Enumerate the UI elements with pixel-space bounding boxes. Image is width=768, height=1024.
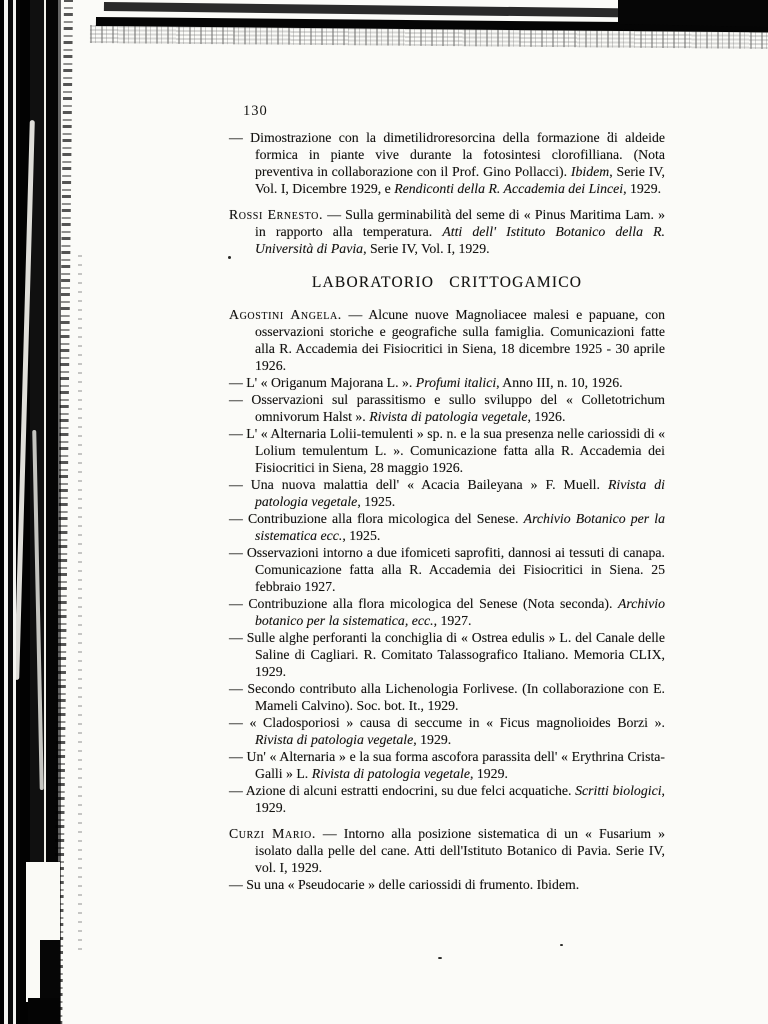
bib-text-segment: — « Cladosporiosi » causa di seccume in « Ficus magnolioides Borzi ».: [229, 715, 665, 730]
page-number: 130: [243, 103, 268, 119]
bib-entry-author: [229, 825, 665, 876]
author-name: Curzi Mario.: [229, 826, 316, 841]
journal-title: Profumi italici: [415, 375, 497, 390]
bib-text-segment: , 1925.: [342, 528, 381, 543]
scan-artifact-top-right-corner: [618, 0, 768, 27]
bib-entry-author: [229, 206, 665, 257]
journal-title: Scritti biologici: [575, 783, 662, 798]
bib-entry: [229, 374, 665, 391]
bib-entry: [229, 748, 665, 782]
scan-artifact-bottom-streak: [40, 940, 60, 1002]
bib-text-segment: — Una nuova malattia dell' « Acacia Baileyana » F. Muell.: [229, 477, 608, 492]
journal-title: Rivista di patologia vegetale: [311, 766, 470, 781]
bib-entry: [229, 425, 665, 476]
bib-entry: [229, 476, 665, 510]
bib-entry: [229, 391, 665, 425]
bib-text-segment: — Alcune nuove Magnoliacee malesi e papuane, con osservazioni storiche e geografiche sulla famiglia. Comunicazioni fatte alla R. Accademia dei Fisiocritici in Siena, 18 dicembre 1925 - 30 aprile 1926.: [255, 307, 665, 373]
bib-text-segment: , Anno III, n. 10, 1926.: [496, 375, 623, 390]
bib-text-segment: — Intorno alla posizione sistematica di un « Fusarium » isolato dalla pelle del cane. Atti dell'Istituto Botanico di Pavia. Serie IV, vol. I, 1929.: [255, 826, 665, 875]
bib-text-segment: — Osservazioni intorno a due ifomiceti saprofiti, dannosi ai tessuti di canapa. Comunicazione fatta alla R. Accademia dei Fisiocritici in Siena. 25 febbraio 1927.: [229, 545, 665, 594]
author-name: Agostini Angela.: [229, 307, 342, 322]
journal-title: Archivio botanico per la sistematica, ecc.: [255, 596, 665, 628]
bib-text-segment: — L' « Origanum Majorana L. ».: [229, 375, 416, 390]
bib-text-segment: , 1929.: [469, 766, 508, 781]
bib-text-segment: — Osservazioni sul parassitismo e sullo sviluppo del « Colletotrichum omnivorum Halst ».: [229, 392, 665, 424]
bib-entry: [229, 544, 665, 595]
bib-text-segment: — L' « Alternaria Lolii-temulenti » sp. n. e la sua presenza nelle cariossidi di « Lolium temulentum L. ». Comunicazione fatta alla R. Accademia dei Fisiocritici in Siena, 28 maggio 1926.: [229, 426, 665, 475]
bib-entry-author: [229, 306, 665, 374]
bibliography-list: [229, 129, 665, 893]
journal-title: Rivista di patologia vegetale: [369, 409, 528, 424]
bib-entry: [229, 680, 665, 714]
bib-text-segment: , 1927.: [433, 613, 472, 628]
bib-entry: [229, 595, 665, 629]
scan-speck: [438, 957, 442, 959]
bib-entry: [229, 714, 665, 748]
scan-artifact-gutter-dots-2: [78, 250, 82, 950]
bib-text-segment: , 1925.: [357, 494, 396, 509]
bib-entry: [229, 629, 665, 680]
bib-text-segment: — Dimostrazione con la dimetilidroresorcina della formazione di aldeide formica in piante vive durante la fotosintesi clorofilliana. (Nota preventiva in collaborazione con il Prof. Gino Pollacci).: [229, 130, 665, 179]
bib-text-segment: — Azione di alcuni estratti endocrini, su due felci acquatiche.: [229, 783, 576, 798]
bib-entry: [229, 782, 665, 816]
journal-title: Rivista di patologia vegetale: [255, 732, 414, 747]
bib-text-segment: , 1929.: [413, 732, 452, 747]
bib-text-segment: — Contribuzione alla flora micologica del Senese (Nota seconda).: [229, 596, 618, 611]
bib-text-segment: , Serie IV, Vol. I, 1929.: [363, 241, 490, 256]
bib-text-segment: , Serie IV, Vol. I, Dicembre 1929, e: [255, 164, 665, 196]
bib-entry: [229, 129, 665, 197]
scan-artifact-bottom-blob: [28, 998, 60, 1024]
scan-speck: [560, 944, 563, 946]
journal-title: Rendiconti della R. Accademia dei Lincei: [394, 181, 624, 196]
bib-text-segment: — Contribuzione alla flora micologica del Senese.: [229, 511, 524, 526]
section-heading: LABORATORIO CRITTOGAMICO: [311, 274, 583, 291]
journal-title: Rivista di patologia vegetale: [255, 477, 665, 509]
bib-text-segment: — Secondo contributo alla Lichenologia Forlivese. (In collaborazione con E. Mameli Calvino). Soc. bot. It., 1929.: [229, 681, 665, 713]
journal-title: Archivio Botanico per la sistematica ecc.: [255, 511, 666, 543]
journal-title: Atti dell' Istituto Botanico della R. Università di Pavia: [255, 224, 665, 256]
bib-text-segment: — Sulla germinabilità del seme di « Pinus Maritima Lam. » in rapporto alla temperatura.: [255, 207, 665, 239]
bib-text-segment: — Un' « Alternaria » e la sua forma ascofora parassita dell' « Erythrina Crista-Galli » L.: [229, 749, 665, 781]
bib-text-segment: , 1929.: [255, 783, 665, 815]
bib-entry: [229, 510, 665, 544]
bib-text-segment: , 1926.: [527, 409, 566, 424]
bib-text-segment: — Su una « Pseudocarie » delle cariossidi di frumento. Ibidem.: [229, 877, 580, 892]
bib-text-segment: , 1929.: [623, 181, 662, 196]
bib-text-segment: — Sulle alghe perforanti la conchiglia di « Ostrea edulis » L. del Canale delle Saline di Cagliari. R. Comitato Talassografico Italiano. Memoria CLIX, 1929.: [229, 630, 665, 679]
journal-title: Ibidem: [570, 164, 610, 179]
bib-entry: [229, 876, 665, 893]
author-name: Rossi Ernesto.: [229, 207, 324, 222]
